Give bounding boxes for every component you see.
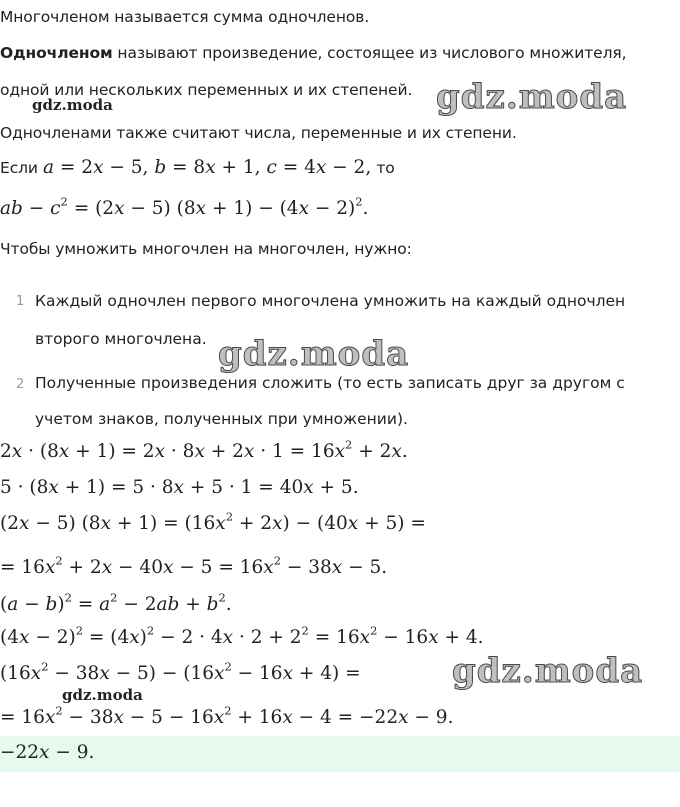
rule-intro: Чтобы умножить многочлен на многочлен, нужно: [0,240,412,258]
list-item-number: 2 [16,377,25,392]
watermark: gdz.moda [62,686,143,704]
math-line-5: $(a - b)^2 = a^2 - 2ab + b^2$. [0,590,232,615]
watermark: gdz.moda [452,651,644,691]
given-values-line [0,157,395,178]
monomial-term: Одночленом [0,44,113,62]
watermark: gdz.moda [436,77,628,117]
definition-monomial-rest: называют произведение, состоящее из числового множителя, [112,44,627,62]
answer-box [0,736,680,772]
math-line-8: = $16x^2 - 38x - 5 - 16x^2 + 16x - 4 = -22x - 9$. [0,703,454,728]
definition-monomial-line1 [0,44,626,62]
given-suffix: то [376,159,395,177]
list-item-text-cont: второго многочлена. [35,330,207,348]
math-line-7: $(16x^2 - 38x - 5) - (16x^2 - 16x + 4)$ = [0,659,361,684]
watermark: gdz.moda [218,334,410,374]
monomial-note: Одночленами также считают числа, переменные и их степени. [0,124,517,142]
list-item-text-cont: учетом знаков, полученных при умножении). [35,410,408,428]
expression-setup: ab − $c^2 = (2x - 5) (8x + 1) - (4x - 2)^2$. [0,194,369,219]
math-line-2: 5 · (8x + 1) = 5 · 8x + 5 · 1 = 40x + 5. [0,477,359,498]
list-item-text: Каждый одночлен первого многочлена умножить на каждый одночлен [35,292,626,310]
math-line-3: (2x − 5) $(8x + 1) = (16x^2 + 2x) - (40x + 5)$ = [0,509,426,534]
given-prefix: Если [0,159,38,177]
math-line-4: = $16x^2 + 2x - 40x - 5 = 16x^2 - 38x - 5$. [0,553,388,578]
list-item-text: Полученные произведения сложить (то есть записать друг за другом с [35,374,625,392]
final-answer: −22x − 9. [0,742,95,763]
definition-monomial-line2: одной или нескольких переменных и их степеней. [0,81,413,99]
math-line-6: $(4x - 2)^2 = (4x)^2 - 2 \cdot 4x \cdot 2 + 2^2 = 16x^2 - 16x + 4$. [0,623,484,648]
list-item-number: 1 [16,294,25,309]
definition-polynomial: Многочленом называется сумма одночленов. [0,8,370,26]
given-expression: a = 2x − 5, b = 8x + 1, c = 4x − 2, [43,157,372,178]
math-line-1: $2x \cdot (8x + 1) = 2x \cdot 8x + 2x \cdot 1 = 16x^2 + 2x$. [0,437,408,462]
watermark: gdz.moda [32,96,113,114]
